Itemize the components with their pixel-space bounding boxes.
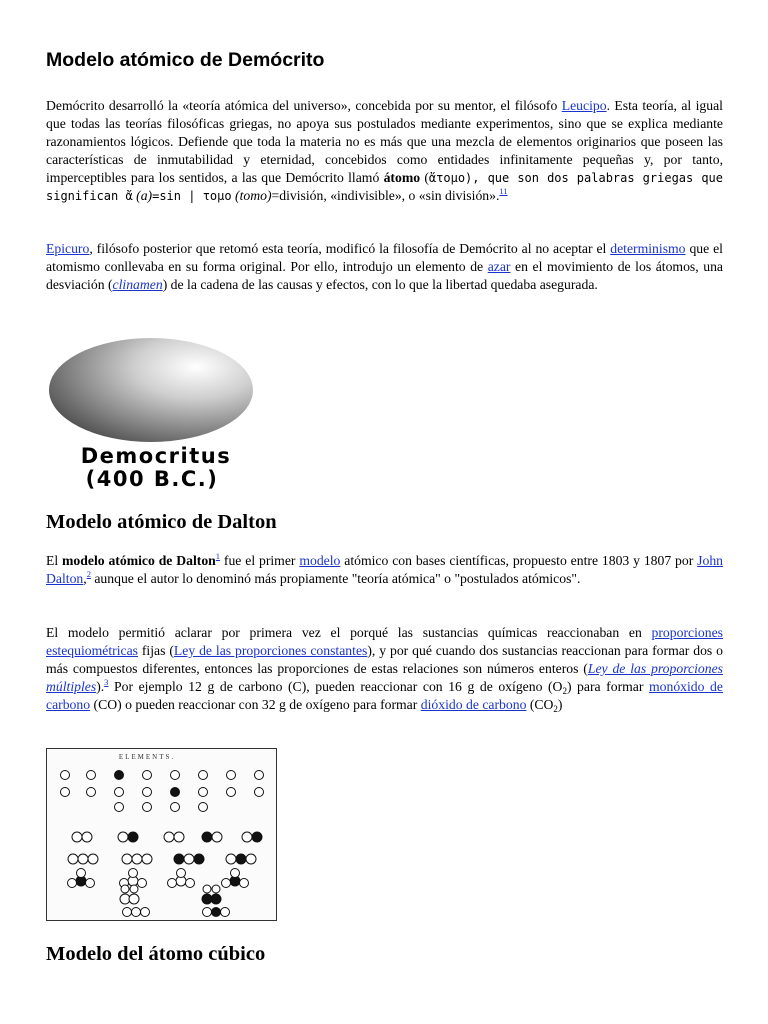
atom-symbol — [118, 832, 128, 842]
atom-symbol — [121, 885, 129, 893]
greek-a: ἄ — [125, 189, 133, 203]
text: , filósofo posterior que retomó esta teoría, modificó la filosofía de Demócrito al no aceptar el — [89, 241, 611, 256]
atom-symbol — [177, 869, 186, 878]
reference-link[interactable]: 11 — [499, 186, 508, 196]
atom-symbol — [82, 832, 92, 842]
atom-symbol — [164, 832, 174, 842]
text: ). — [96, 679, 105, 694]
link-john-dalton[interactable]: John Dalton — [46, 553, 724, 586]
link-dioxido-de-carbono[interactable]: dióxido de carbono — [420, 697, 527, 712]
dalton-plate-drawing — [47, 749, 276, 920]
atom-symbol — [88, 854, 98, 864]
democritus-caption-line1: Democritus — [80, 444, 232, 468]
atom-symbol — [203, 885, 211, 893]
atom-symbol — [171, 771, 180, 780]
link-clinamen[interactable] — [113, 277, 163, 292]
link-ley-proporciones-constantes[interactable]: Ley de las proporciones constantes — [173, 643, 368, 658]
plate-header: ELEMENTS. — [118, 753, 176, 761]
atom-symbol — [87, 771, 96, 780]
atom-sphere — [49, 338, 253, 442]
atom-symbol — [138, 879, 147, 888]
atom-symbol — [115, 771, 124, 780]
atom-symbol — [211, 894, 221, 904]
text: Ley de las proporciones múltiples — [46, 661, 723, 694]
atom-symbol — [115, 803, 124, 812]
atom-symbol — [141, 908, 150, 917]
greek-tomo: τομο — [202, 189, 232, 203]
atom-symbol — [123, 908, 132, 917]
term-modelo-dalton: modelo atómico de Dalton — [62, 553, 216, 568]
text: fue el primer — [220, 553, 300, 568]
atom-symbol — [86, 879, 95, 888]
atom-symbol — [212, 908, 221, 917]
atom-symbol — [68, 879, 77, 888]
text: ) de la cadena de las causas y efectos, con lo que la libertad quedaba asegurada. — [162, 277, 598, 292]
atom-symbol — [171, 788, 180, 797]
atom-symbol — [186, 879, 195, 888]
atom-symbol — [199, 803, 208, 812]
subscript: 2 — [553, 704, 558, 714]
atom-symbol — [143, 803, 152, 812]
atom-symbol — [236, 854, 246, 864]
atom-symbol — [194, 854, 204, 864]
atom-symbol — [129, 869, 138, 878]
section-title-dalton: Modelo atómico de Dalton — [46, 511, 277, 533]
atom-symbol — [212, 885, 220, 893]
atom-symbol — [143, 771, 152, 780]
democritus-atom-figure — [46, 336, 266, 496]
text: ) — [557, 697, 563, 712]
atom-symbol — [184, 854, 194, 864]
atom-symbol — [255, 788, 264, 797]
section-title-cubico: Modelo del átomo cúbico — [46, 943, 266, 965]
paragraph-dalton-proportions — [46, 624, 723, 714]
text: =división, «indivisible», o «sin división». — [271, 188, 500, 203]
paragraph-epicuro — [46, 240, 723, 294]
text: (CO) o pueden reaccionar con 32 g de oxígeno para formar — [90, 697, 421, 712]
atom-symbol — [130, 885, 138, 893]
atom-symbol — [252, 832, 262, 842]
greek-word: ἄτομο — [428, 171, 466, 185]
democritus-caption-line2: (400 B.C.) — [85, 467, 219, 491]
term-atomo: átomo — [383, 170, 421, 185]
atom-symbol — [128, 832, 138, 842]
text: fijas ( — [137, 643, 174, 658]
link-leucipo[interactable]: Leucipo — [561, 98, 607, 113]
atom-symbol — [203, 908, 212, 917]
atom-symbol — [246, 854, 256, 864]
reference-link[interactable]: 1 — [215, 551, 221, 561]
dalton-atom-symbols — [61, 771, 264, 917]
atom-symbol — [61, 788, 70, 797]
link-azar[interactable]: azar — [487, 259, 511, 274]
atom-symbol — [255, 771, 264, 780]
text: atómico con bases científicas, propuesto entre 1803 y 1807 por — [340, 553, 698, 568]
text: (tomo) — [235, 188, 272, 203]
link-epicuro[interactable]: Epicuro — [46, 241, 90, 256]
text: ), y por qué cuando dos sustancias reaccionan para formar dos o más compuestos diferentes, entonces las proporciones de estas relaciones son números enteros ( — [46, 643, 723, 676]
atom-symbol — [168, 879, 177, 888]
text: (a) — [136, 188, 153, 203]
text: El modelo permitió aclarar por primera vez el porqué las sustancias químicas reaccionaban en — [46, 625, 652, 640]
text: , — [83, 571, 87, 586]
text: El — [46, 553, 63, 568]
atom-symbol — [129, 894, 139, 904]
atom-symbol — [174, 832, 184, 842]
atom-symbol — [212, 832, 222, 842]
atom-symbol — [226, 854, 236, 864]
reference-link[interactable]: 2 — [86, 569, 91, 579]
text: que el atomismo conllevaba en su forma original. Por ello, introdujo un elemento de — [46, 241, 723, 274]
atom-symbol — [132, 854, 142, 864]
atom-symbol — [72, 832, 82, 842]
atom-symbol — [78, 854, 88, 864]
atom-symbol — [231, 869, 240, 878]
atom-symbol — [122, 854, 132, 864]
text: ), que son dos palabras griegas que significan — [46, 171, 723, 203]
atom-symbol — [115, 788, 124, 797]
atom-symbol — [77, 869, 86, 878]
atom-symbol — [199, 771, 208, 780]
link-determinismo[interactable]: determinismo — [610, 241, 686, 256]
subscript: 2 — [562, 686, 567, 696]
atom-symbol — [202, 832, 212, 842]
atom-symbol — [221, 908, 230, 917]
atom-symbol — [142, 854, 152, 864]
atom-symbol — [222, 879, 231, 888]
paragraph-democrito-theory — [46, 97, 723, 205]
text: en el movimiento de los átomos, una desviación ( — [46, 259, 723, 292]
atom-symbol — [174, 854, 184, 864]
text: Por ejemplo 12 g de carbono (C), pueden reaccionar con 16 g de oxígeno (O — [108, 679, 563, 694]
text: =sin | — [152, 189, 203, 203]
text: Demócrito desarrolló la «teoría atómica del universo», concebida por su mentor, el filósofo — [46, 98, 562, 113]
atom-symbol — [171, 803, 180, 812]
atom-symbol — [199, 788, 208, 797]
atom-symbol — [68, 854, 78, 864]
text: (CO — [526, 697, 554, 712]
link-modelo[interactable]: modelo — [299, 553, 341, 568]
atom-symbol — [132, 908, 141, 917]
atom-symbol — [143, 788, 152, 797]
text: ( — [420, 170, 429, 185]
text: clinamen — [112, 277, 163, 292]
section-title-democrito: Modelo atómico de Demócrito — [46, 49, 325, 71]
link-proporciones-estequiometricas[interactable]: proporciones estequiométricas — [46, 625, 723, 658]
atom-symbol — [240, 879, 249, 888]
atom-symbol — [242, 832, 252, 842]
atom-symbol — [61, 771, 70, 780]
text: ) para formar — [566, 679, 649, 694]
text: . Esta teoría, al igual que todas las teorías filosóficas griegas, no apoya sus postulados mediante experimentos, sino que se explica mediante razonamientos lógicos. Defiende que toda la materia no es más que una mezcla de elementos originarios que poseen las características de inmutabilidad y eternidad, concebidos como entidades infinitamente pequeñas y, por tanto, imperceptibles para los sentidos, a las que Demócrito llamó — [46, 98, 723, 185]
reference-link[interactable]: 3 — [104, 677, 109, 687]
atom-symbol — [227, 771, 236, 780]
text: aunque el autor lo denominó más propiamente "teoría atómica" o "postulados atómicos". — [90, 571, 581, 586]
dalton-elements-plate — [46, 748, 277, 921]
atom-symbol — [227, 788, 236, 797]
paragraph-dalton-intro — [46, 552, 723, 588]
link-monoxido-de-carbono[interactable]: monóxido de carbono — [46, 679, 723, 712]
atom-symbol — [87, 788, 96, 797]
